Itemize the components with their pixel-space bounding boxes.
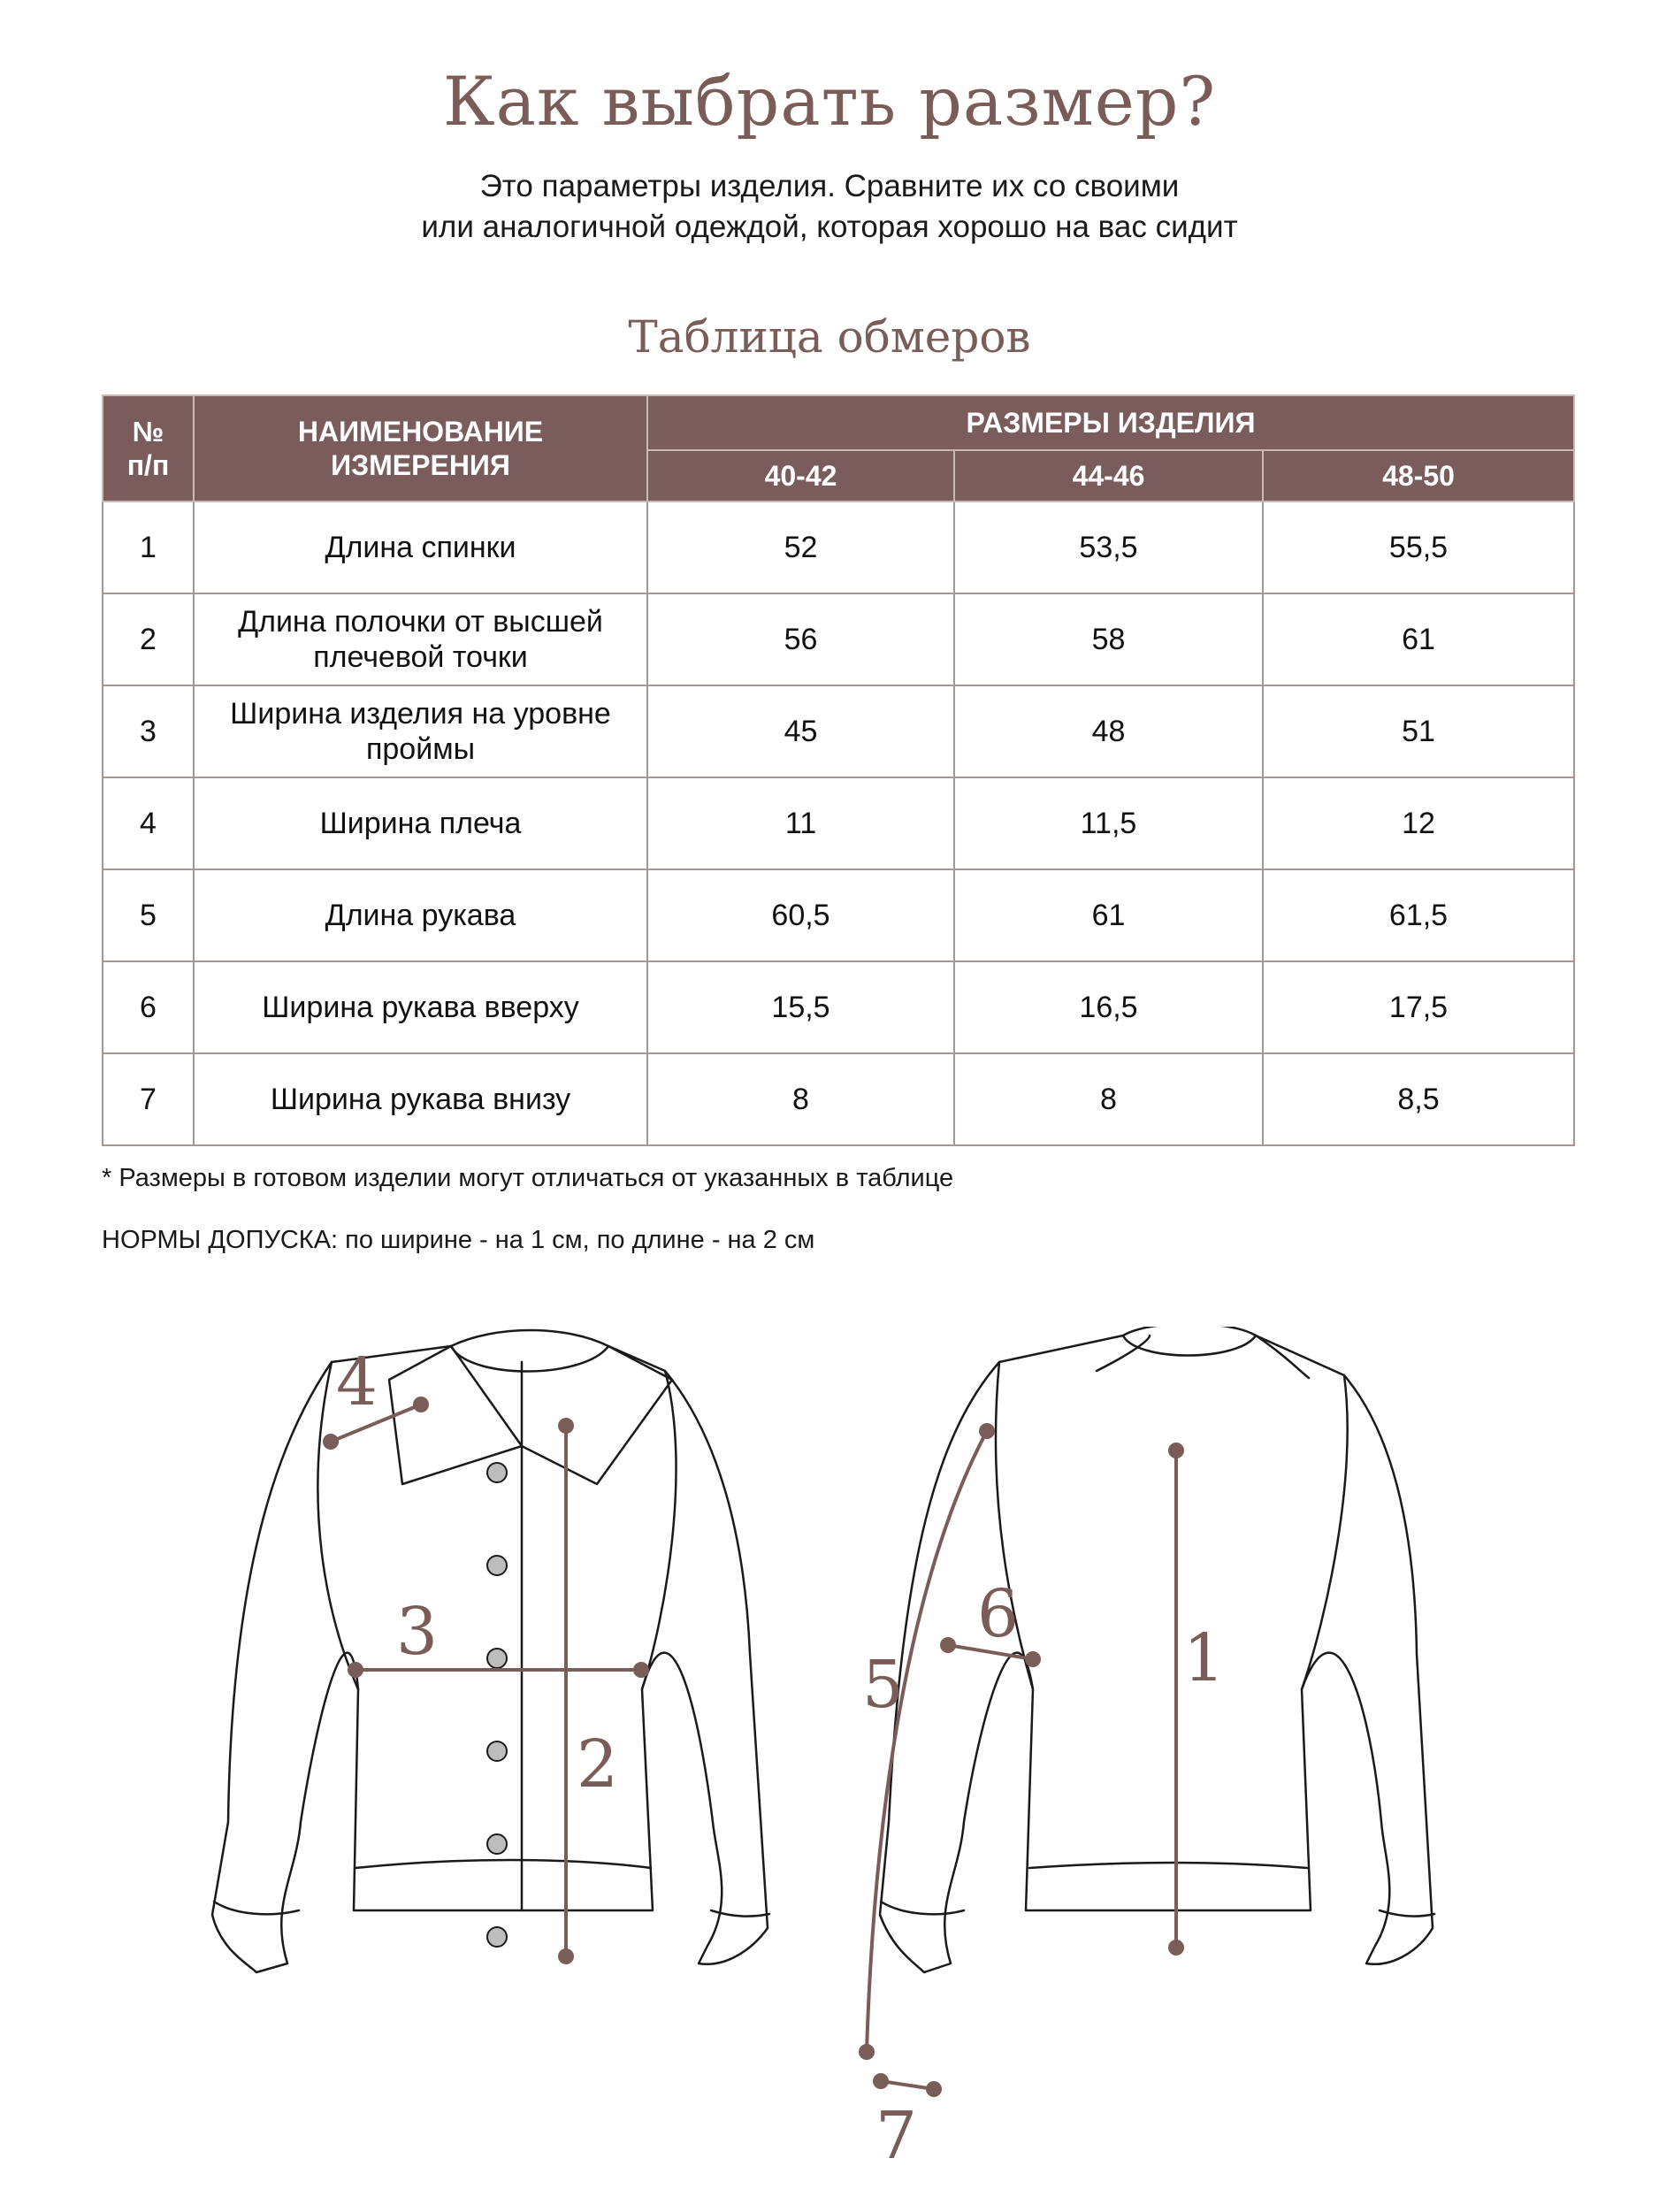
row-value: 51	[1263, 685, 1574, 777]
table-row	[103, 1053, 1574, 1145]
label-1: 1	[1183, 1620, 1226, 1696]
row-name: Ширина рукава вверху	[194, 961, 647, 1053]
row-value: 61	[954, 869, 1263, 961]
row-name: Ширина плеча	[194, 777, 647, 869]
table-row	[103, 869, 1574, 961]
column-header-name: НАИМЕНОВАНИЕ ИЗМЕРЕНИЯ	[194, 395, 647, 501]
back-jacket-outline	[880, 1327, 1434, 1972]
label-4: 4	[336, 1344, 378, 1420]
row-value: 61	[1263, 593, 1574, 685]
tolerance-note: НОРМЫ ДОПУСКА: по ширине - на 1 см, по длине - на 2 см	[102, 1226, 815, 1254]
row-value: 58	[954, 593, 1263, 685]
row-value: 61,5	[1263, 869, 1574, 961]
row-value: 52	[647, 501, 954, 593]
table-title: Таблица обмеров	[628, 311, 1031, 363]
row-value: 55,5	[1263, 501, 1574, 593]
table-row	[103, 777, 1574, 869]
measure-line-back-length	[1170, 1444, 1182, 1954]
button-icon	[487, 1556, 507, 1575]
row-number: 4	[103, 777, 194, 869]
label-7: 7	[875, 2098, 918, 2174]
front-buttons	[487, 1463, 507, 1947]
row-value: 56	[647, 593, 954, 685]
size-header: 44-46	[954, 450, 1263, 501]
button-icon	[487, 1834, 507, 1854]
row-name: Длина рукава	[194, 869, 647, 961]
row-value: 8	[647, 1053, 954, 1145]
label-5: 5	[862, 1647, 905, 1723]
size-header: 48-50	[1263, 450, 1574, 501]
label-3: 3	[396, 1594, 439, 1670]
measure-line-front-length	[560, 1420, 572, 1963]
row-value: 60,5	[647, 869, 954, 961]
table-row	[103, 593, 1574, 685]
disclaimer-note: * Размеры в готовом изделии могут отличаться от указанных в таблице	[102, 1164, 954, 1192]
label-2: 2	[577, 1726, 619, 1803]
row-number: 5	[103, 869, 194, 961]
page-subtitle	[0, 166, 1659, 248]
row-number: 6	[103, 961, 194, 1053]
row-value: 17,5	[1263, 961, 1574, 1053]
row-value: 15,5	[647, 961, 954, 1053]
column-header-sizes: РАЗМЕРЫ ИЗДЕЛИЯ	[647, 395, 1574, 450]
measure-line-sleeve-bottom	[875, 2075, 940, 2095]
row-value: 53,5	[954, 501, 1263, 593]
row-number: 1	[103, 501, 194, 593]
row-name: Ширина рукава внизу	[194, 1053, 647, 1145]
row-name: Длина полочки от высшей плечевой точки	[194, 593, 647, 685]
row-number: 7	[103, 1053, 194, 1145]
button-icon	[487, 1463, 507, 1482]
page-title: Как выбрать размер?	[442, 62, 1217, 141]
table-row	[103, 961, 1574, 1053]
row-value: 45	[647, 685, 954, 777]
row-value: 11,5	[954, 777, 1263, 869]
measure-line-sleeve-length	[860, 1425, 993, 2058]
button-icon	[487, 1649, 507, 1668]
row-name: Длина спинки	[194, 501, 647, 593]
row-number: 2	[103, 593, 194, 685]
table-header-row	[103, 395, 1574, 450]
row-value: 8,5	[1263, 1053, 1574, 1145]
measurements-table	[102, 394, 1575, 1146]
table-row	[103, 501, 1574, 593]
label-6: 6	[977, 1576, 1020, 1652]
column-header-number: № п/п	[103, 395, 194, 501]
subtitle-line-1: Это параметры изделия. Сравните их со своими	[479, 169, 1180, 203]
row-value: 16,5	[954, 961, 1263, 1053]
row-value: 11	[647, 777, 954, 869]
button-icon	[487, 1927, 507, 1947]
size-header: 40-42	[647, 450, 954, 501]
row-name: Ширина изделия на уровне проймы	[194, 685, 647, 777]
row-value: 8	[954, 1053, 1263, 1145]
row-value: 48	[954, 685, 1263, 777]
jacket-measurement-diagram	[0, 1327, 1659, 2212]
row-number: 3	[103, 685, 194, 777]
button-icon	[487, 1741, 507, 1761]
row-value: 12	[1263, 777, 1574, 869]
table-row	[103, 685, 1574, 777]
subtitle-line-2: или аналогичной одеждой, которая хорошо на вас сидит	[421, 210, 1238, 244]
